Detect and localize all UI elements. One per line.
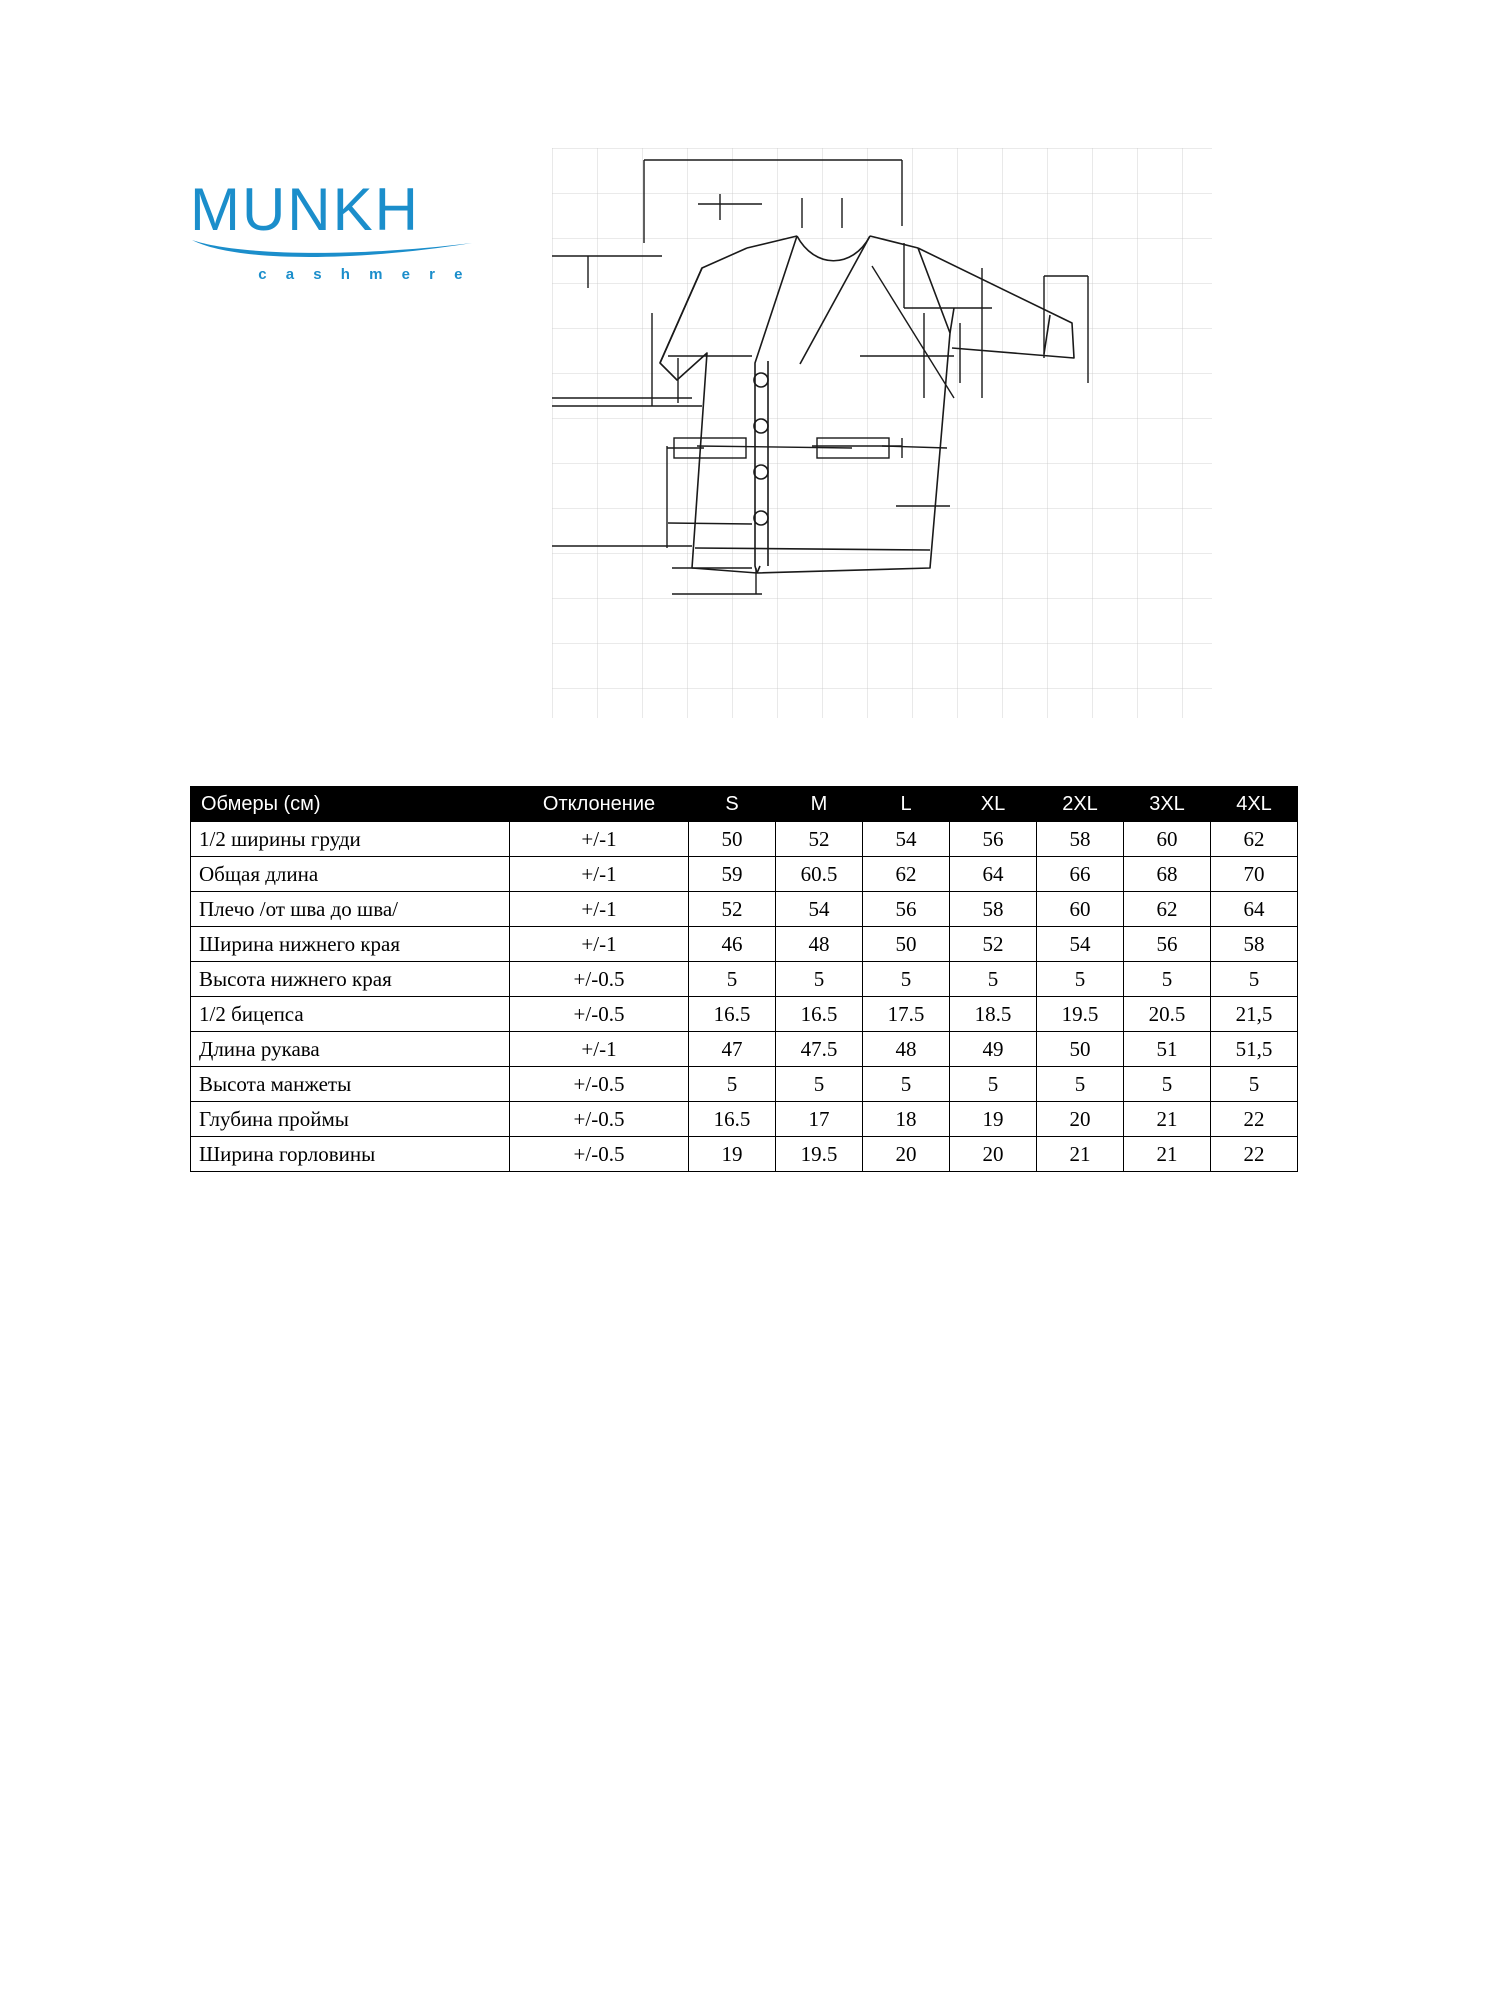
cell-xl: 5	[950, 962, 1037, 997]
cell-4xl: 51,5	[1211, 1032, 1298, 1067]
table-row	[191, 892, 1298, 927]
cell-4xl: 5	[1211, 962, 1298, 997]
table-row	[191, 1067, 1298, 1102]
cell-4xl: 5	[1211, 1067, 1298, 1102]
cell-l: 62	[863, 857, 950, 892]
row-deviation: +/-1	[510, 857, 689, 892]
header-size-2xl: 2XL	[1037, 787, 1124, 822]
cell-2xl: 66	[1037, 857, 1124, 892]
header-deviation: Отклонение	[510, 787, 689, 822]
row-deviation: +/-0.5	[510, 962, 689, 997]
cell-3xl: 20.5	[1124, 997, 1211, 1032]
table-row	[191, 822, 1298, 857]
cell-l: 17.5	[863, 997, 950, 1032]
cell-xl: 64	[950, 857, 1037, 892]
brand-subtitle: c a s h m e r e	[258, 266, 470, 283]
cell-m: 52	[776, 822, 863, 857]
cell-m: 47.5	[776, 1032, 863, 1067]
cell-l: 48	[863, 1032, 950, 1067]
row-label: Длина рукава	[191, 1032, 510, 1067]
brand-swoosh-icon	[190, 236, 475, 262]
cell-m: 5	[776, 1067, 863, 1102]
cell-l: 20	[863, 1137, 950, 1172]
row-deviation: +/-0.5	[510, 1102, 689, 1137]
row-deviation: +/-0.5	[510, 1067, 689, 1102]
row-label: Высота нижнего края	[191, 962, 510, 997]
cell-xl: 20	[950, 1137, 1037, 1172]
cell-3xl: 60	[1124, 822, 1211, 857]
cell-m: 48	[776, 927, 863, 962]
cell-3xl: 56	[1124, 927, 1211, 962]
cell-4xl: 70	[1211, 857, 1298, 892]
cell-3xl: 21	[1124, 1102, 1211, 1137]
table-row	[191, 997, 1298, 1032]
cell-2xl: 5	[1037, 962, 1124, 997]
brand-name: MUNKH	[190, 176, 420, 243]
cell-l: 18	[863, 1102, 950, 1137]
cell-l: 5	[863, 962, 950, 997]
cell-l: 50	[863, 927, 950, 962]
row-label: 1/2 бицепса	[191, 997, 510, 1032]
header-size-l: L	[863, 787, 950, 822]
cell-l: 5	[863, 1067, 950, 1102]
cell-s: 59	[689, 857, 776, 892]
row-deviation: +/-0.5	[510, 997, 689, 1032]
row-label: Ширина нижнего края	[191, 927, 510, 962]
cell-3xl: 62	[1124, 892, 1211, 927]
cell-s: 52	[689, 892, 776, 927]
cell-xl: 58	[950, 892, 1037, 927]
cell-xl: 18.5	[950, 997, 1037, 1032]
cell-3xl: 51	[1124, 1032, 1211, 1067]
cell-2xl: 50	[1037, 1032, 1124, 1067]
cardigan-technical-drawing	[552, 148, 1252, 748]
header-size-3xl: 3XL	[1124, 787, 1211, 822]
table-row	[191, 1102, 1298, 1137]
cell-s: 5	[689, 1067, 776, 1102]
row-deviation: +/-1	[510, 822, 689, 857]
cell-l: 56	[863, 892, 950, 927]
cell-s: 50	[689, 822, 776, 857]
cell-m: 16.5	[776, 997, 863, 1032]
cell-xl: 56	[950, 822, 1037, 857]
header-size-4xl: 4XL	[1211, 787, 1298, 822]
row-deviation: +/-1	[510, 1032, 689, 1067]
row-label: 1/2 ширины груди	[191, 822, 510, 857]
table-row	[191, 1032, 1298, 1067]
row-label: Высота манжеты	[191, 1067, 510, 1102]
header-measure: Обмеры (см)	[191, 787, 510, 822]
cell-m: 5	[776, 962, 863, 997]
cell-s: 46	[689, 927, 776, 962]
cell-s: 5	[689, 962, 776, 997]
cell-4xl: 64	[1211, 892, 1298, 927]
row-label: Ширина горловины	[191, 1137, 510, 1172]
cell-2xl: 5	[1037, 1067, 1124, 1102]
header-size-s: S	[689, 787, 776, 822]
row-label: Общая длина	[191, 857, 510, 892]
row-deviation: +/-1	[510, 892, 689, 927]
table-row	[191, 962, 1298, 997]
row-label: Плечо /от шва до шва/	[191, 892, 510, 927]
brand-logo	[190, 176, 480, 283]
cell-xl: 5	[950, 1067, 1037, 1102]
cell-m: 54	[776, 892, 863, 927]
cell-m: 17	[776, 1102, 863, 1137]
cell-l: 54	[863, 822, 950, 857]
cell-xl: 19	[950, 1102, 1037, 1137]
cell-3xl: 21	[1124, 1137, 1211, 1172]
cell-s: 16.5	[689, 1102, 776, 1137]
table-row	[191, 1137, 1298, 1172]
cell-m: 19.5	[776, 1137, 863, 1172]
cell-s: 16.5	[689, 997, 776, 1032]
row-label: Глубина проймы	[191, 1102, 510, 1137]
cell-xl: 49	[950, 1032, 1037, 1067]
cell-4xl: 62	[1211, 822, 1298, 857]
cell-3xl: 5	[1124, 962, 1211, 997]
cell-4xl: 22	[1211, 1102, 1298, 1137]
cell-2xl: 21	[1037, 1137, 1124, 1172]
cell-2xl: 19.5	[1037, 997, 1124, 1032]
cell-4xl: 58	[1211, 927, 1298, 962]
cell-xl: 52	[950, 927, 1037, 962]
header-size-m: M	[776, 787, 863, 822]
cell-m: 60.5	[776, 857, 863, 892]
row-deviation: +/-0.5	[510, 1137, 689, 1172]
cell-s: 47	[689, 1032, 776, 1067]
cell-3xl: 5	[1124, 1067, 1211, 1102]
cell-2xl: 60	[1037, 892, 1124, 927]
cell-4xl: 21,5	[1211, 997, 1298, 1032]
size-chart-table	[190, 786, 1298, 1172]
cell-4xl: 22	[1211, 1137, 1298, 1172]
cell-2xl: 54	[1037, 927, 1124, 962]
table-row	[191, 927, 1298, 962]
table-row	[191, 857, 1298, 892]
cell-s: 19	[689, 1137, 776, 1172]
row-deviation: +/-1	[510, 927, 689, 962]
cell-2xl: 58	[1037, 822, 1124, 857]
cell-2xl: 20	[1037, 1102, 1124, 1137]
header-size-xl: XL	[950, 787, 1037, 822]
cell-3xl: 68	[1124, 857, 1211, 892]
table-header-row	[191, 787, 1298, 822]
